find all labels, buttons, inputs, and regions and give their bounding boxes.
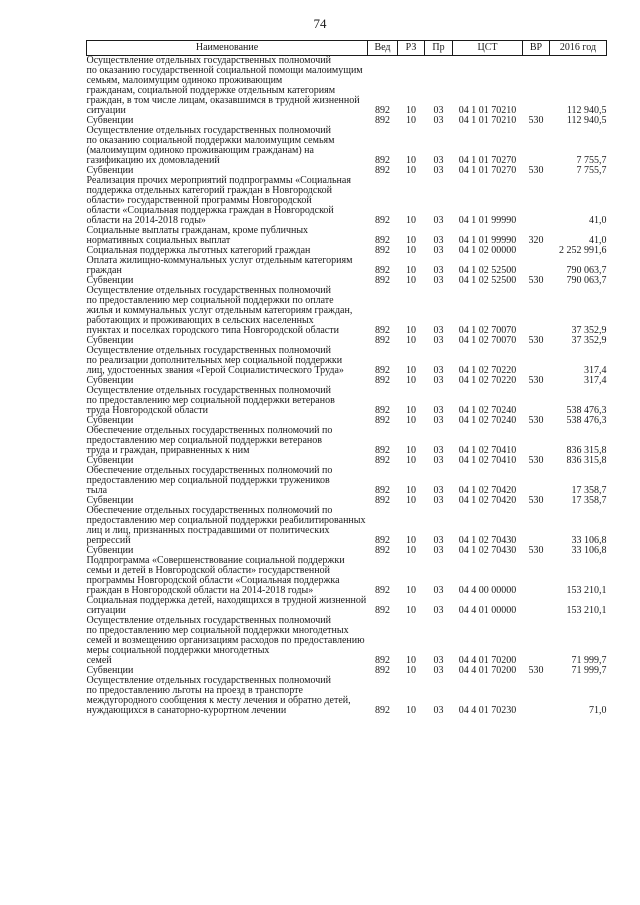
cell-name <box>87 426 368 456</box>
cell-name-line: области «Социальная поддержка граждан в Новгородской <box>86 205 334 216</box>
cell-name-line: Обеспечение отдельных государственных полномочий по <box>86 465 333 476</box>
cell-vr <box>523 556 550 596</box>
cell-cst: 04 4 01 70230 <box>458 705 517 716</box>
cell-pr: 03 <box>433 445 444 456</box>
page-number: 74 <box>313 16 327 31</box>
cell-vr <box>523 616 550 666</box>
cell-ved: 892 <box>375 605 390 616</box>
cell-pr: 03 <box>433 705 444 716</box>
cell-cst: 04 1 02 70420 <box>458 485 517 496</box>
cell-rz: 10 <box>406 335 416 346</box>
table-header-row <box>87 41 607 56</box>
cell-name-line: Обеспечение отдельных государственных полномочий по <box>86 505 333 516</box>
cell-name-line: Субвенции <box>86 495 134 506</box>
cell-name-line: Обеспечение отдельных государственных полномочий по <box>86 425 333 436</box>
cell-name <box>87 176 368 226</box>
cell-vr: 530 <box>528 335 544 346</box>
cell-vr <box>523 346 550 376</box>
cell-amount: 538 476,3 <box>566 405 607 416</box>
cell-cst: 04 1 01 70270 <box>458 155 517 166</box>
cell-rz: 10 <box>406 115 416 126</box>
cell-amount: 2 252 991,6 <box>559 245 607 256</box>
cell-pr: 03 <box>433 245 444 256</box>
cell-name-line: труда и граждан, приравненных к ним <box>86 445 250 456</box>
cell-name <box>87 616 368 666</box>
cell-name-line: гражданам, социальной поддержке отдельным категориям <box>86 85 336 96</box>
cell-vr: 530 <box>528 165 544 176</box>
cell-name <box>87 466 368 496</box>
cell-name-line: труда Новгородской области <box>86 405 208 416</box>
cell-vr: 530 <box>528 495 544 506</box>
header-vr: ВР <box>523 41 550 56</box>
cell-amount: 317,4 <box>584 375 607 386</box>
cell-amount: 7 755,7 <box>576 155 607 166</box>
cell-rz: 10 <box>406 265 416 276</box>
cell-cst: 04 1 02 70070 <box>458 325 517 336</box>
cell-ved: 892 <box>375 405 390 416</box>
cell-cst: 04 1 02 70430 <box>458 545 517 556</box>
cell-amount: 33 106,8 <box>571 545 607 556</box>
cell-cst: 04 1 02 70220 <box>458 365 517 376</box>
cell-name-line: Осуществление отдельных государственных полномочий <box>86 345 331 356</box>
cell-amount: 112 940,5 <box>566 115 607 126</box>
table-row <box>87 556 607 596</box>
cell-cst: 04 1 02 52500 <box>458 275 517 286</box>
cell-cst: 04 1 02 52500 <box>458 265 517 276</box>
cell-rz: 10 <box>406 485 416 496</box>
table-row <box>87 426 607 456</box>
cell-ved: 892 <box>375 365 390 376</box>
cell-rz: 10 <box>406 325 416 336</box>
table-row <box>87 346 607 376</box>
cell-name-line: Реализация прочих мероприятий подпрограммы «Социальная поддержка отдельных категорий граждан в Новгородской области» государственной программы Новгородской <box>86 175 351 206</box>
cell-name-line: Осуществление отдельных государственных полномочий <box>86 125 331 136</box>
cell-name-line: тыла <box>86 485 108 496</box>
cell-name-line: Социальная поддержка льготных категорий граждан <box>86 245 311 256</box>
cell-ved: 892 <box>375 415 390 426</box>
cell-amount: 71 999,7 <box>571 655 607 666</box>
table-row <box>87 466 607 496</box>
cell-cst: 04 1 02 70240 <box>458 415 517 426</box>
header-ved: Вед <box>368 41 398 56</box>
cell-name <box>87 346 368 376</box>
cell-vr <box>523 286 550 336</box>
cell-rz: 10 <box>406 245 416 256</box>
cell-ved: 892 <box>375 535 390 546</box>
cell-name-line: по предоставлению мер социальной поддержки по оплате <box>86 295 334 306</box>
cell-cst: 04 1 02 70420 <box>458 495 517 506</box>
cell-pr: 03 <box>433 545 444 556</box>
cell-pr: 03 <box>433 535 444 546</box>
cell-name-line: области на 2014-2018 годы» <box>86 215 206 226</box>
cell-rz: 10 <box>406 235 416 246</box>
cell-name <box>87 126 368 166</box>
cell-vr: 530 <box>528 375 544 386</box>
cell-cst: 04 1 01 70210 <box>458 115 517 126</box>
cell-vr <box>523 466 550 496</box>
cell-name-line: семей <box>86 655 112 666</box>
cell-vr: 320 <box>528 235 544 246</box>
cell-name-line: Социальная поддержка детей, находящихся в трудной жизненной ситуации <box>86 595 367 616</box>
cell-vr <box>523 596 550 616</box>
cell-vr <box>523 126 550 166</box>
header-name: Наименование <box>87 41 368 56</box>
cell-name-line: Субвенции <box>86 115 134 126</box>
cell-ved: 892 <box>375 455 390 466</box>
cell-ved: 892 <box>375 485 390 496</box>
table-row <box>87 676 607 716</box>
cell-name-line: Оплата жилищно-коммунальных услуг отдельным категориям граждан <box>86 255 353 276</box>
cell-vr <box>523 56 550 117</box>
cell-name-line: по предоставлению мер социальной поддержки многодетных семей и возмещению организациям расходов по предоставлению меры социальной поддержки многодетных <box>86 625 365 656</box>
cell-pr: 03 <box>433 115 444 126</box>
cell-amount: 7 755,7 <box>576 165 607 176</box>
cell-name <box>87 556 368 596</box>
cell-rz: 10 <box>406 535 416 546</box>
cell-amount: 71,0 <box>589 705 607 716</box>
header-pr: Пр <box>425 41 453 56</box>
cell-ved: 892 <box>375 445 390 456</box>
cell-amount: 153 210,1 <box>566 605 607 616</box>
cell-rz: 10 <box>406 215 416 226</box>
cell-name-line: по предоставлению мер социальной поддержки ветеранов <box>86 395 335 406</box>
cell-ved: 892 <box>375 235 390 246</box>
cell-amount: 538 476,3 <box>566 415 607 426</box>
cell-name <box>87 286 368 336</box>
cell-amount: 37 352,9 <box>571 335 607 346</box>
cell-rz: 10 <box>406 545 416 556</box>
cell-cst: 04 1 02 00000 <box>458 245 517 256</box>
cell-ved: 892 <box>375 215 390 226</box>
cell-ved: 892 <box>375 545 390 556</box>
cell-amount: 836 315,8 <box>566 445 607 456</box>
cell-name <box>87 596 368 616</box>
cell-ved: 892 <box>375 325 390 336</box>
cell-name-line: лиц, удостоенных звания «Герой Социалистического Труда» <box>86 365 344 376</box>
cell-rz: 10 <box>406 455 416 466</box>
cell-rz: 10 <box>406 275 416 286</box>
cell-amount: 41,0 <box>589 215 607 226</box>
cell-ved: 892 <box>375 115 390 126</box>
cell-name-line: Субвенции <box>86 375 134 386</box>
cell-amount: 71 999,7 <box>571 665 607 676</box>
cell-name-line: предоставлению мер социальной поддержки тружеников <box>86 475 330 486</box>
cell-name-line: Осуществление отдельных государственных полномочий <box>86 675 331 686</box>
cell-vr <box>523 176 550 226</box>
table-row <box>87 596 607 616</box>
cell-cst: 04 1 02 70430 <box>458 535 517 546</box>
cell-pr: 03 <box>433 215 444 226</box>
cell-name-line: Субвенции <box>86 455 134 466</box>
cell-cst: 04 1 02 70070 <box>458 335 517 346</box>
cell-cst: 04 4 00 00000 <box>458 585 517 596</box>
table-row <box>87 386 607 416</box>
cell-name-line: (малоимущим одиноко проживающим гражданам) на газификацию их домовладений <box>86 145 314 166</box>
cell-pr: 03 <box>433 275 444 286</box>
cell-cst: 04 4 01 70200 <box>458 655 517 666</box>
cell-ved: 892 <box>375 705 390 716</box>
cell-vr <box>523 506 550 546</box>
table-row <box>87 256 607 276</box>
cell-rz: 10 <box>406 445 416 456</box>
cell-vr: 530 <box>528 455 544 466</box>
cell-vr <box>523 386 550 416</box>
cell-pr: 03 <box>433 365 444 376</box>
cell-name-line: Субвенции <box>86 415 134 426</box>
cell-pr: 03 <box>433 455 444 466</box>
cell-vr: 530 <box>528 545 544 556</box>
cell-amount: 790 063,7 <box>566 265 607 276</box>
cell-cst: 04 1 01 99990 <box>458 215 517 226</box>
cell-amount: 790 063,7 <box>566 275 607 286</box>
cell-rz: 10 <box>406 655 416 666</box>
table-row <box>87 176 607 226</box>
cell-name-line: жилья и коммунальных услуг отдельным категориям граждан, работающих и проживающих в сельских населенных <box>86 305 353 326</box>
cell-vr <box>523 256 550 276</box>
cell-rz: 10 <box>406 405 416 416</box>
cell-pr: 03 <box>433 155 444 166</box>
cell-cst: 04 1 01 99990 <box>458 235 517 246</box>
cell-rz: 10 <box>406 165 416 176</box>
cell-ved: 892 <box>375 375 390 386</box>
cell-vr <box>523 676 550 716</box>
cell-vr: 530 <box>528 115 544 126</box>
cell-rz: 10 <box>406 155 416 166</box>
cell-rz: 10 <box>406 665 416 676</box>
cell-amount: 33 106,8 <box>571 535 607 546</box>
cell-ved: 892 <box>375 665 390 676</box>
cell-pr: 03 <box>433 585 444 596</box>
cell-rz: 10 <box>406 705 416 716</box>
cell-name-line: Субвенции <box>86 165 134 176</box>
cell-cst: 04 1 02 70220 <box>458 375 517 386</box>
cell-rz: 10 <box>406 105 416 116</box>
cell-amount: 112 940,5 <box>566 105 607 116</box>
cell-name <box>87 56 368 117</box>
cell-pr: 03 <box>433 325 444 336</box>
cell-amount: 317,4 <box>584 365 607 376</box>
cell-name-line: предоставлению мер социальной поддержки реабилитированных лиц и лиц, признанных пострадавшими от политических репрессий <box>86 515 366 546</box>
cell-ved: 892 <box>375 585 390 596</box>
cell-name-line: Субвенции <box>86 275 134 286</box>
cell-rz: 10 <box>406 365 416 376</box>
cell-amount: 17 358,7 <box>571 485 607 496</box>
cell-name <box>87 676 368 716</box>
cell-rz: 10 <box>406 605 416 616</box>
cell-ved: 892 <box>375 275 390 286</box>
cell-name-line: по предоставлению льготы на проезд в транспорте междугородного сообщения к месту лечения и обратно детей, нуждающихся в санаторно-курортном лечении <box>86 685 351 716</box>
cell-rz: 10 <box>406 585 416 596</box>
table-row <box>87 616 607 666</box>
header-rz: РЗ <box>398 41 425 56</box>
cell-pr: 03 <box>433 605 444 616</box>
cell-vr: 530 <box>528 275 544 286</box>
cell-ved: 892 <box>375 335 390 346</box>
cell-cst: 04 1 02 70240 <box>458 405 517 416</box>
cell-vr <box>523 426 550 456</box>
cell-name-line: Субвенции <box>86 335 134 346</box>
table-row <box>87 506 607 546</box>
cell-ved: 892 <box>375 265 390 276</box>
cell-pr: 03 <box>433 265 444 276</box>
cell-name-line: Осуществление отдельных государственных полномочий <box>86 615 331 626</box>
cell-cst: 04 1 01 70270 <box>458 165 517 176</box>
cell-pr: 03 <box>433 485 444 496</box>
cell-amount: 41,0 <box>589 235 607 246</box>
cell-name-line: по оказанию государственной социальной помощи малоимущим семьям, малоимущим одиноко проживающим <box>86 65 363 86</box>
table-row <box>87 126 607 166</box>
cell-ved: 892 <box>375 655 390 666</box>
cell-name <box>87 506 368 546</box>
cell-name-line: Осуществление отдельных государственных полномочий <box>86 285 331 296</box>
cell-name-line: предоставлению мер социальной поддержки ветеранов <box>86 435 322 446</box>
cell-vr: 530 <box>528 415 544 426</box>
table-row <box>87 286 607 336</box>
cell-name-line: по оказанию социальной поддержки малоимущим семьям <box>86 135 335 146</box>
cell-amount: 153 210,1 <box>566 585 607 596</box>
cell-name-line: Подпрограмма «Совершенствование социальной поддержки семьи и детей в Новгородской области» государственной программы Новгородской области «Социальная поддержка граждан в Новгородской области на 2014-2018 годы» <box>86 555 345 596</box>
cell-amount: 37 352,9 <box>571 325 607 336</box>
cell-cst: 04 4 01 70200 <box>458 665 517 676</box>
cell-rz: 10 <box>406 415 416 426</box>
cell-name-line: по реализации дополнительных мер социальной поддержки <box>86 355 343 366</box>
cell-cst: 04 1 01 70210 <box>458 105 517 116</box>
cell-name-line: Осуществление отдельных государственных полномочий <box>86 385 331 396</box>
cell-name-line: Субвенции <box>86 665 134 676</box>
cell-name-line: граждан, в том числе лицам, оказавшимся в трудной жизненной ситуации <box>86 95 360 116</box>
cell-name-line: Социальные выплаты гражданам, кроме публичных нормативных социальных выплат <box>86 225 309 246</box>
cell-ved: 892 <box>375 495 390 506</box>
table-row <box>87 226 607 246</box>
cell-vr: 530 <box>528 665 544 676</box>
header-cst: ЦСТ <box>453 41 523 56</box>
table-row <box>87 56 607 117</box>
cell-ved: 892 <box>375 165 390 176</box>
cell-name-line: Субвенции <box>86 545 134 556</box>
cell-ved: 892 <box>375 155 390 166</box>
cell-rz: 10 <box>406 375 416 386</box>
cell-pr: 03 <box>433 335 444 346</box>
cell-pr: 03 <box>433 405 444 416</box>
cell-ved: 892 <box>375 105 390 116</box>
cell-name-line: пунктах и поселках городского типа Новгородской области <box>86 325 339 336</box>
cell-pr: 03 <box>433 105 444 116</box>
cell-pr: 03 <box>433 415 444 426</box>
cell-name <box>87 226 368 246</box>
cell-cst: 04 1 02 70410 <box>458 455 517 466</box>
cell-cst: 04 4 01 00000 <box>458 605 517 616</box>
cell-amount: 836 315,8 <box>566 455 607 466</box>
cell-name <box>87 386 368 416</box>
cell-pr: 03 <box>433 665 444 676</box>
cell-rz: 10 <box>406 495 416 506</box>
cell-pr: 03 <box>433 495 444 506</box>
cell-pr: 03 <box>433 235 444 246</box>
cell-pr: 03 <box>433 375 444 386</box>
budget-table <box>86 40 607 716</box>
header-year: 2016 год <box>550 41 607 56</box>
cell-cst: 04 1 02 70410 <box>458 445 517 456</box>
cell-name <box>87 256 368 276</box>
cell-vr <box>523 246 550 256</box>
cell-pr: 03 <box>433 165 444 176</box>
cell-pr: 03 <box>433 655 444 666</box>
cell-name-line: Осуществление отдельных государственных полномочий <box>86 55 331 66</box>
cell-amount: 17 358,7 <box>571 495 607 506</box>
cell-ved: 892 <box>375 245 390 256</box>
